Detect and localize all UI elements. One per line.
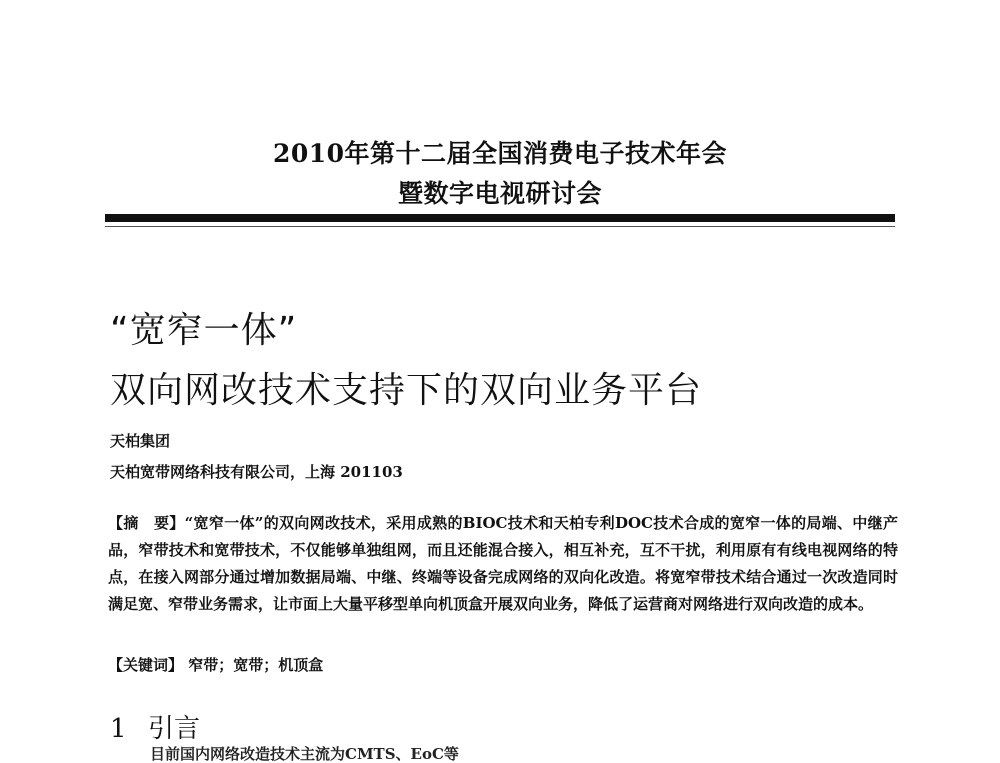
keywords-text: 窄带；宽带；机顶盒 [188,656,324,674]
header-rule-thin [105,226,895,227]
section-title: 引言 [148,714,201,744]
paper-title-line1: “宽窄一体” [110,310,298,351]
author: 天柏集团 [110,432,171,450]
conference-title-line2: 暨数字电视研讨会 [397,179,602,208]
abstract [108,510,898,618]
section-heading [110,708,200,745]
conference-title-line1: 2010年第十二届全国消费电子技术年会 [272,139,728,168]
abstract-text: “宽窄一体”的双向网改技术，采用成熟的BIOC技术和天柏专利DOC技术合成的宽窄一体的局端、中继产品，窄带技术和宽带技术，不仅能够单独组网，而且还能混合接入，相互补充，互不干扰，利用原有有线电视网络的特点，在接入网部分通过增加数据局端、中继、终端等设备完成网络的双向化改造。将宽窄带技术结合通过一次改造同时满足宽、窄带业务需求，让市面上大量平移型单向机顶盒开展双向业务，降低了运营商对网络进行双向改造的成本。 [108,514,898,613]
section-number: 1 [110,714,127,744]
abstract-label: 【摘 要】 [108,514,185,532]
cutoff-text: 目前国内网络改造技术主流为CMTS、EoC等 [150,745,459,763]
keywords-label: 【关键词】 [108,656,184,674]
header-rule-thick [105,214,895,222]
paper-title-line2: 双向网改技术支持下的双向业务平台 [110,370,703,411]
cutoff-text-line [150,745,650,763]
affiliation: 天柏宽带网络科技有限公司，上海 201103 [110,463,403,481]
keywords [108,654,898,675]
